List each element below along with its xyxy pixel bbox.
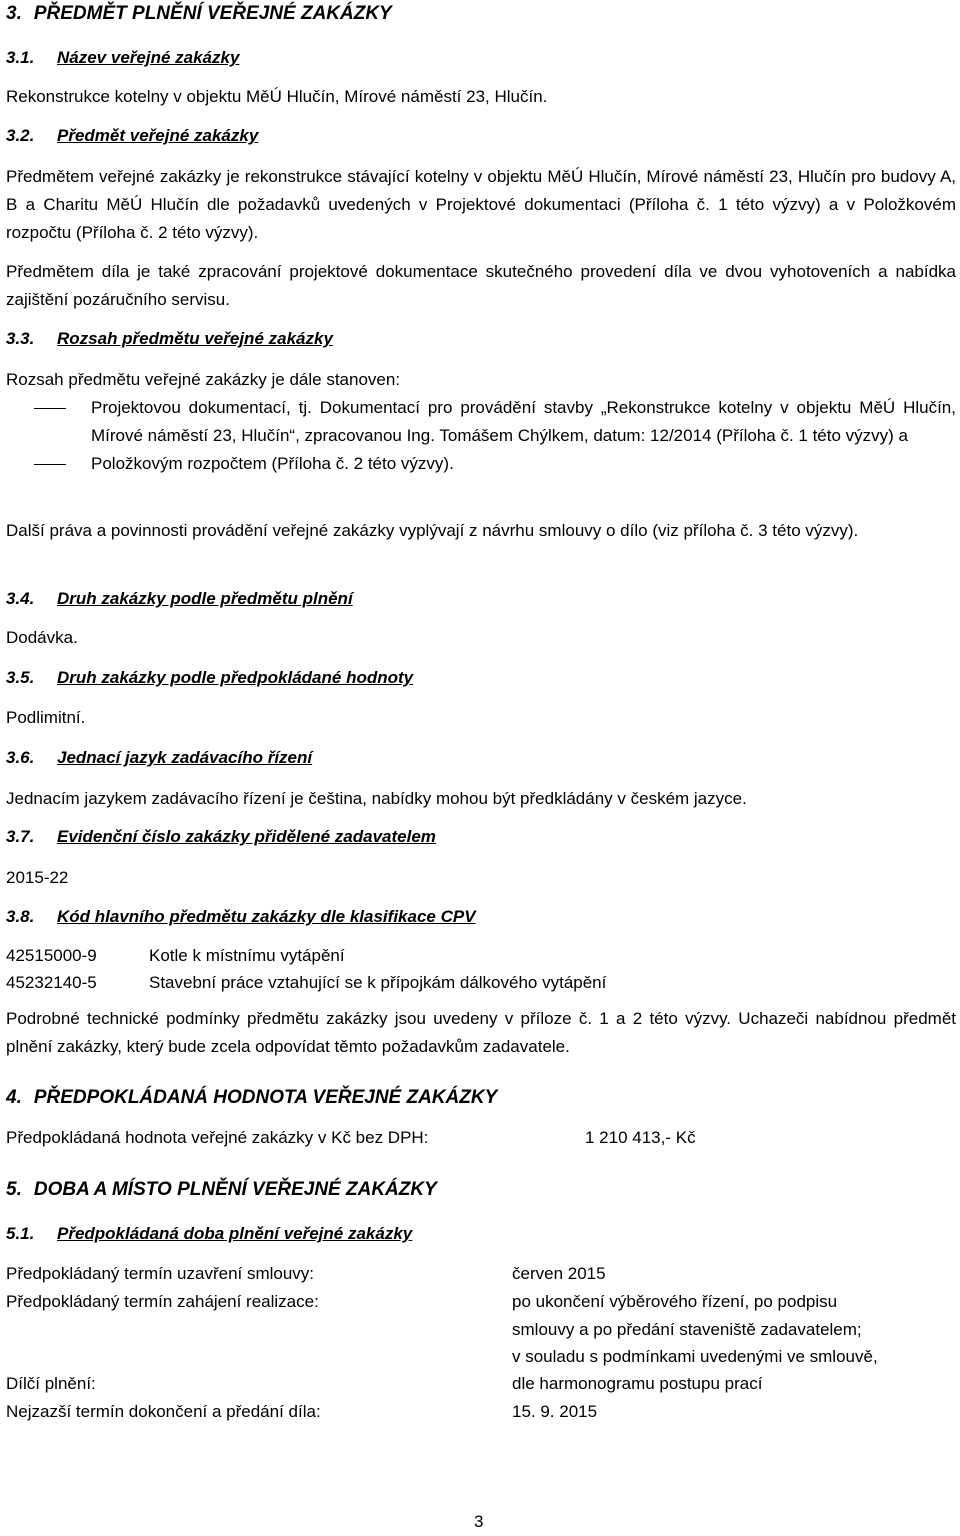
value-type-text: Podlimitní. <box>6 708 86 727</box>
section-5-heading <box>6 1176 437 1204</box>
subsection-title: Evidenční číslo zakázky přidělené zadavatelem <box>57 827 436 846</box>
subsection-number: 3.3. <box>6 329 35 348</box>
cpv-description: Stavební práce vztahující se k přípojkám dálkového vytápění <box>149 973 607 992</box>
schedule-value: červen 2015 <box>512 1264 606 1283</box>
list-item <box>6 450 956 478</box>
subsection-3-2-heading <box>6 122 258 150</box>
cpv-description: Kotle k místnímu vytápění <box>149 946 345 965</box>
subsection-3-7-heading <box>6 823 436 851</box>
section-number: 5. <box>6 1179 22 1200</box>
schedule-label: Předpokládaný termín uzavření smlouvy: <box>6 1264 315 1283</box>
page-number: 3 <box>474 1512 484 1531</box>
subsection-title: Druh zakázky podle předpokládané hodnoty <box>57 668 414 687</box>
subsection-number: 3.5. <box>6 668 35 687</box>
schedule-label: Nejzazší termín dokončení a předání díla: <box>6 1402 321 1421</box>
rights-paragraph: Další práva a povinnosti provádění veřejné zakázky vyplývají z návrhu smlouvy o dílo (viz příloha č. 3 této výzvy). <box>6 521 859 540</box>
schedule-value: dle harmonogramu postupu prací <box>512 1374 763 1393</box>
language-text: Jednacím jazykem zadávacího řízení je čeština, nabídky mohou být předkládány v českém jazyce. <box>6 789 747 808</box>
subsection-title: Rozsah předmětu veřejné zakázky <box>57 329 333 348</box>
section-number: 3. <box>6 3 22 24</box>
cpv-code: 45232140-5 <box>6 973 97 992</box>
technical-conditions-paragraph: Podrobné technické podmínky předmětu zakázky jsou uvedeny v příloze č. 1 a 2 této výzvy. Uchazeči nabídnou předmět plnění zakázky, který bude zcela odpovídat těmto požadavkům zadavatele. <box>6 1009 956 1056</box>
subsection-number: 3.2. <box>6 126 35 145</box>
section-3-heading <box>6 0 392 28</box>
subsection-title: Kód hlavního předmětu zakázky dle klasifikace CPV <box>57 907 476 926</box>
subsection-3-3-heading <box>6 325 333 353</box>
dash-bullet-icon <box>34 464 66 465</box>
subsection-5-1-heading <box>6 1220 412 1248</box>
schedule-value: 15. 9. 2015 <box>512 1402 598 1421</box>
subsection-3-1-heading <box>6 44 239 72</box>
subject-paragraph-2: Předmětem díla je také zpracování projektové dokumentace skutečného provedení díla ve dvou vyhotoveních a nabídka zajištění pozáručního servisu. <box>6 262 956 309</box>
list-item-text: Projektovou dokumentací, tj. Dokumentací pro provádění stavby „Rekonstrukce kotelny v objektu MěÚ Hlučín, Mírové náměstí 23, Hlučín“, zpracovanou Ing. Tomášem Chýlkem, datum: 12/2014 (Příloha č. 1 této výzvy) a <box>91 398 956 445</box>
contract-type-text: Dodávka. <box>6 628 78 647</box>
section-title: PŘEDPOKLÁDANÁ HODNOTA VEŘEJNÉ ZAKÁZKY <box>33 1087 498 1108</box>
schedule-value: po ukončení výběrového řízení, po podpisu <box>512 1292 838 1311</box>
subsection-3-8-heading <box>6 903 476 931</box>
schedule-value: v souladu s podmínkami uvedenými ve smlouvě, <box>512 1347 878 1366</box>
section-number: 4. <box>6 1087 22 1108</box>
estimated-value-amount: 1 210 413,- Kč <box>585 1128 696 1147</box>
subsection-number: 3.4. <box>6 589 35 608</box>
estimated-value-label: Předpokládaná hodnota veřejné zakázky v Kč bez DPH: <box>6 1128 429 1147</box>
subsection-3-6-heading <box>6 744 312 772</box>
cpv-code: 42515000-9 <box>6 946 97 965</box>
subsection-3-4-heading <box>6 585 353 613</box>
scope-intro: Rozsah předmětu veřejné zakázky je dále stanoven: <box>6 370 401 389</box>
section-title: DOBA A MÍSTO PLNĚNÍ VEŘEJNÉ ZAKÁZKY <box>33 1179 437 1200</box>
contract-name-text: Rekonstrukce kotelny v objektu MěÚ Hlučín, Mírové náměstí 23, Hlučín. <box>6 87 548 106</box>
subsection-number: 3.7. <box>6 827 35 846</box>
subsection-title: Jednací jazyk zadávacího řízení <box>57 748 313 767</box>
subsection-title: Název veřejné zakázky <box>57 48 240 67</box>
section-4-heading <box>6 1084 497 1112</box>
subsection-3-5-heading <box>6 664 413 692</box>
subsection-number: 5.1. <box>6 1224 35 1243</box>
subsection-title: Předmět veřejné zakázky <box>57 126 259 145</box>
schedule-value: smlouvy a po předání staveniště zadavatelem; <box>512 1320 862 1339</box>
section-title: PŘEDMĚT PLNĚNÍ VEŘEJNÉ ZAKÁZKY <box>33 3 392 24</box>
dash-bullet-icon <box>34 408 66 409</box>
subsection-number: 3.6. <box>6 748 35 767</box>
list-item-text: Položkovým rozpočtem (Příloha č. 2 této výzvy). <box>91 454 454 473</box>
subsection-number: 3.8. <box>6 907 35 926</box>
subsection-number: 3.1. <box>6 48 35 67</box>
schedule-label: Dílčí plnění: <box>6 1374 96 1393</box>
schedule-label: Předpokládaný termín zahájení realizace: <box>6 1292 319 1311</box>
registration-number-text: 2015-22 <box>6 868 69 887</box>
subsection-title: Předpokládaná doba plnění veřejné zakázky <box>57 1224 413 1243</box>
list-item <box>6 394 956 450</box>
subsection-title: Druh zakázky podle předmětu plnění <box>57 589 353 608</box>
scope-list <box>6 394 956 478</box>
subject-paragraph: Předmětem veřejné zakázky je rekonstrukce stávající kotelny v objektu MěÚ Hlučín, Mírové náměstí 23, Hlučín pro budovy A, B a Charitu MěÚ Hlučín dle požadavků uvedených v Projektové dokumentaci (Příloha č. 1 této výzvy) a v Položkovém rozpočtu (Příloha č. 2 této výzvy). <box>6 167 956 242</box>
